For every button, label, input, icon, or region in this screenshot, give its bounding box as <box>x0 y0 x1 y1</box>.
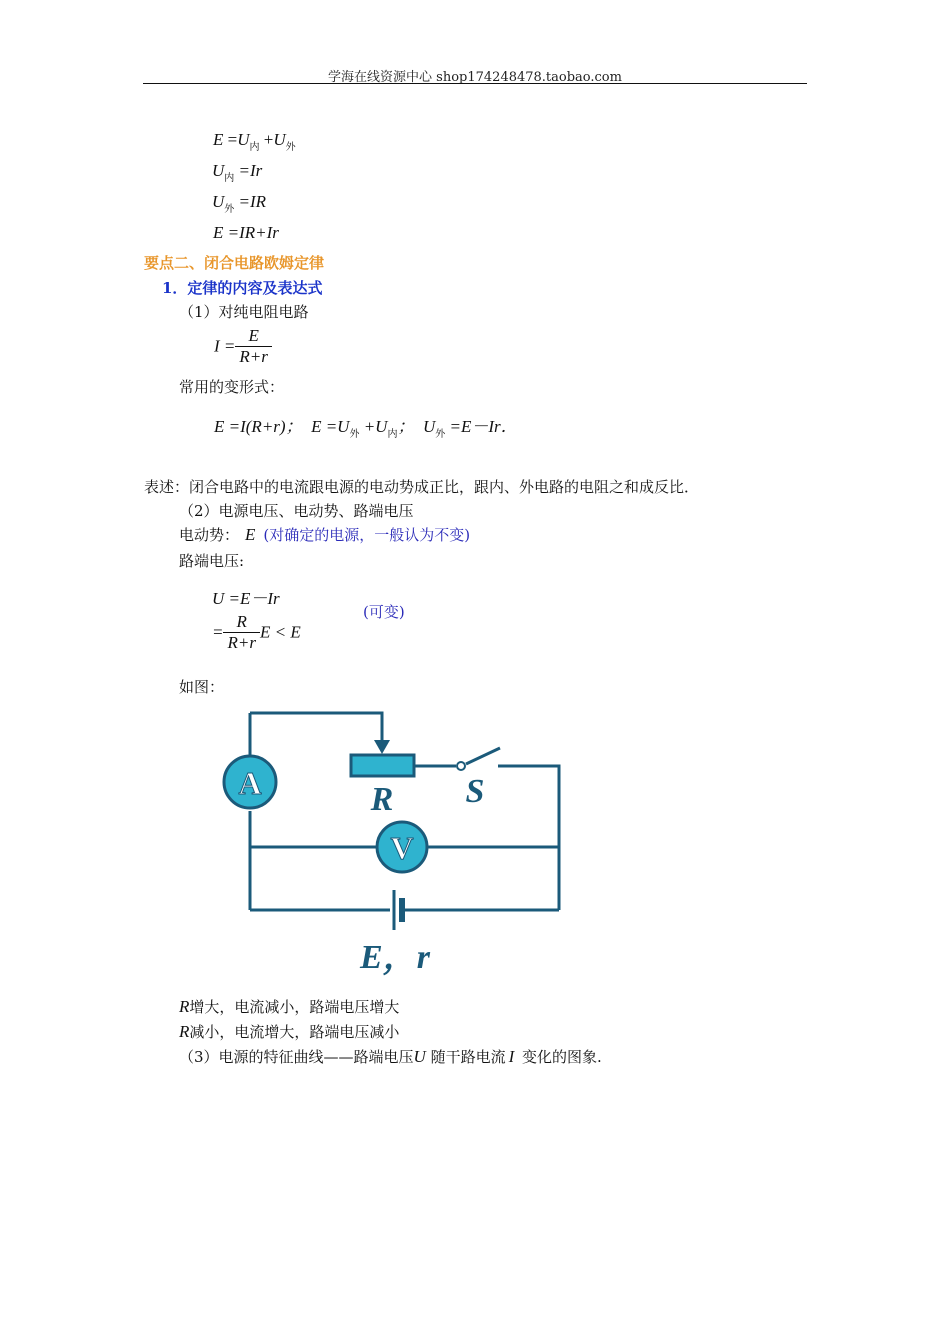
emf-line: 电动势： E (对确定的电源，一般认为不变) <box>179 525 471 544</box>
formula-terminal-ratio: = $\frac{R}{R+r}$ E < E <box>212 612 301 652</box>
formula-closed-ohm-law: I = $\frac{E}{R+r}$ <box>214 326 272 367</box>
item3-line: （3）电源的特征曲线——路端电压U 随干路电流 I 变化的图象. <box>179 1047 602 1066</box>
switch-pivot <box>457 762 465 770</box>
circuit-diagram <box>210 700 580 990</box>
wire-top-left <box>250 713 382 742</box>
subsection-heading: 1．定律的内容及表达式 <box>162 279 323 297</box>
figure-label: 如图： <box>179 678 225 696</box>
formula-terminal-voltage: U =E－Ir <box>212 589 280 608</box>
header-divider <box>143 83 807 84</box>
variable-note: (可变) <box>363 603 405 621</box>
ammeter-label: A <box>238 765 262 801</box>
terminal-voltage-label: 路端电压: <box>179 552 245 570</box>
formula-variants: E =I(R+r)； $E =U_外 +U_内$； $U_外 =E-Ir$． <box>214 417 518 440</box>
resistance-increase-line: R增大，电流减小，路端电压增大 <box>179 997 400 1016</box>
formula-emf-sum: $E =U_内 +U_外$ <box>213 130 296 153</box>
item2-label: （2）电源电压、电动势、路端电压 <box>179 502 414 520</box>
switch-blade <box>466 748 500 764</box>
item1-label: （1）对纯电阻电路 <box>179 303 309 321</box>
formula-external-voltage: $U_外 =IR$ <box>212 192 267 215</box>
switch-label: S <box>465 773 485 810</box>
formula-emf-ir: E =IR+Ir <box>213 223 279 242</box>
battery-label: E，r <box>360 939 430 976</box>
voltmeter-label: V <box>390 830 414 866</box>
law-statement: 表述：闭合电路中的电流跟电源的电动势成正比，跟内、外电路的电阻之和成反比． <box>144 478 700 496</box>
resistor-label: R <box>370 781 394 818</box>
wire-right <box>498 766 559 910</box>
rheostat-arrow <box>374 740 390 754</box>
section-heading: 要点二、闭合电路欧姆定律 <box>144 254 325 272</box>
resistance-decrease-line: R减小，电流增大，路端电压减小 <box>179 1022 400 1041</box>
variants-label: 常用的变形式： <box>179 378 285 396</box>
resistor-body <box>351 755 414 776</box>
page-header: 学海在线资源中心 shop174248478.taobao.com <box>328 70 622 85</box>
battery-short-plate <box>399 898 405 922</box>
formula-internal-voltage: $U_内 =Ir$ <box>212 161 263 184</box>
